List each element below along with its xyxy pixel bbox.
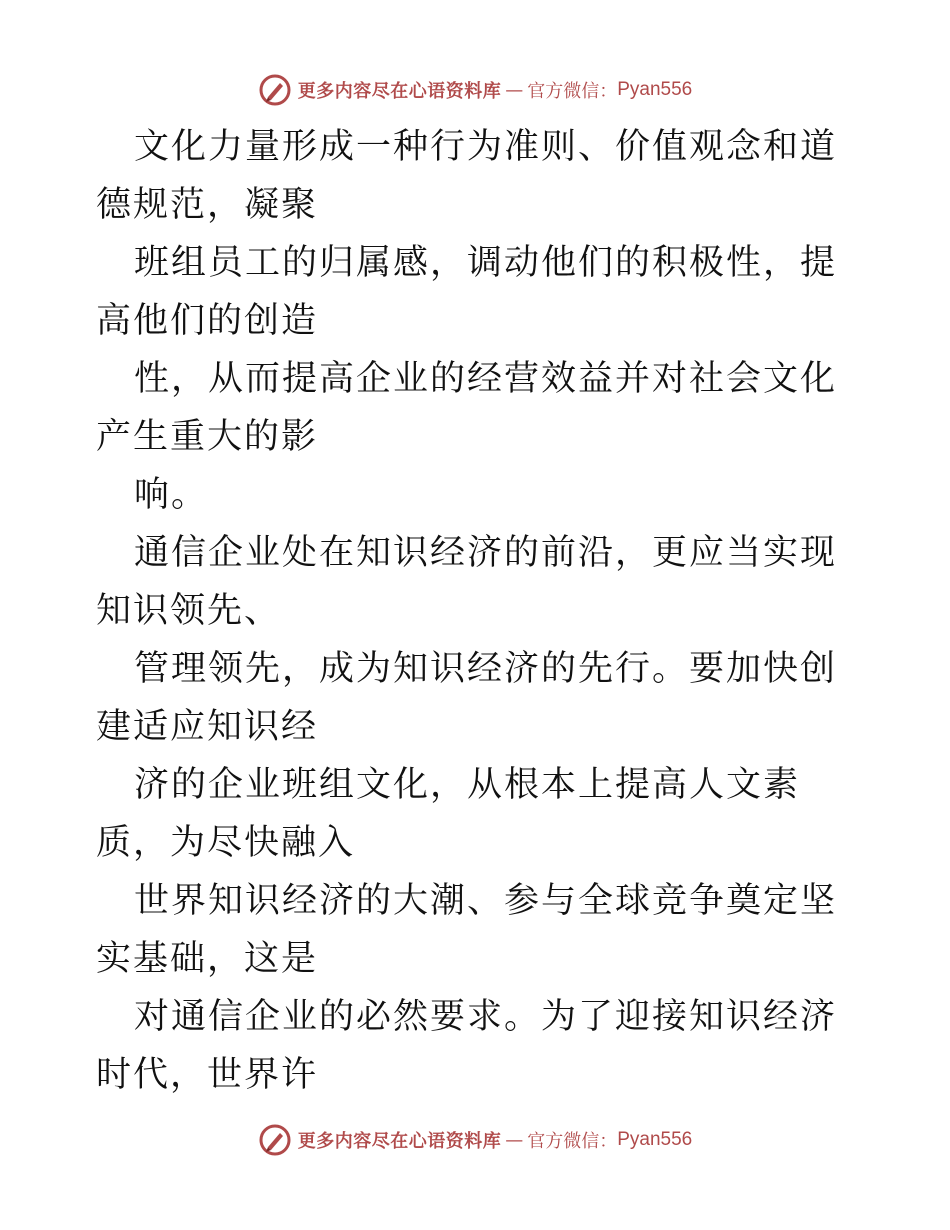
paragraph: 世界知识经济的大潮、参与全球竞争奠定坚实基础，这是 (96, 881, 838, 979)
watermark-separator: — (505, 1129, 524, 1151)
watermark-label: 官方微信： (527, 1131, 618, 1152)
paragraph: 性，从而提高企业的经营效益并对社会文化产生重大的影 (96, 359, 838, 457)
paragraph: 响。 (134, 475, 209, 515)
paragraph: 管理领先，成为知识经济的先行。要加快创建适应知识经 (96, 649, 838, 747)
pen-logo-icon (258, 1123, 292, 1157)
watermark-label: 官方微信： (527, 81, 618, 102)
watermark-brand: 更多内容尽在心语资料库 (297, 81, 502, 102)
watermark-id: Pyan556 (617, 1129, 693, 1150)
watermark-id: Pyan556 (617, 79, 693, 100)
paragraph: 通信企业处在知识经济的前沿，更应当实现知识领先、 (96, 533, 838, 631)
paragraph: 对通信企业的必然要求。为了迎接知识经济时代，世界许 (96, 997, 838, 1095)
paragraph: 班组员工的归属感，调动他们的积极性，提高他们的创造 (96, 243, 838, 341)
watermark-separator: — (505, 79, 524, 101)
paragraph: 文化力量形成一种行为准则、价值观念和道德规范，凝聚 (96, 127, 838, 225)
watermark-brand: 更多内容尽在心语资料库 (297, 1131, 502, 1152)
header-watermark (0, 70, 950, 110)
paragraph: 济的企业班组文化，从根本上提高人文素质，为尽快融入 (96, 765, 801, 863)
document-body (96, 118, 856, 1104)
footer-watermark (0, 1120, 950, 1160)
pen-logo-icon (258, 73, 292, 107)
